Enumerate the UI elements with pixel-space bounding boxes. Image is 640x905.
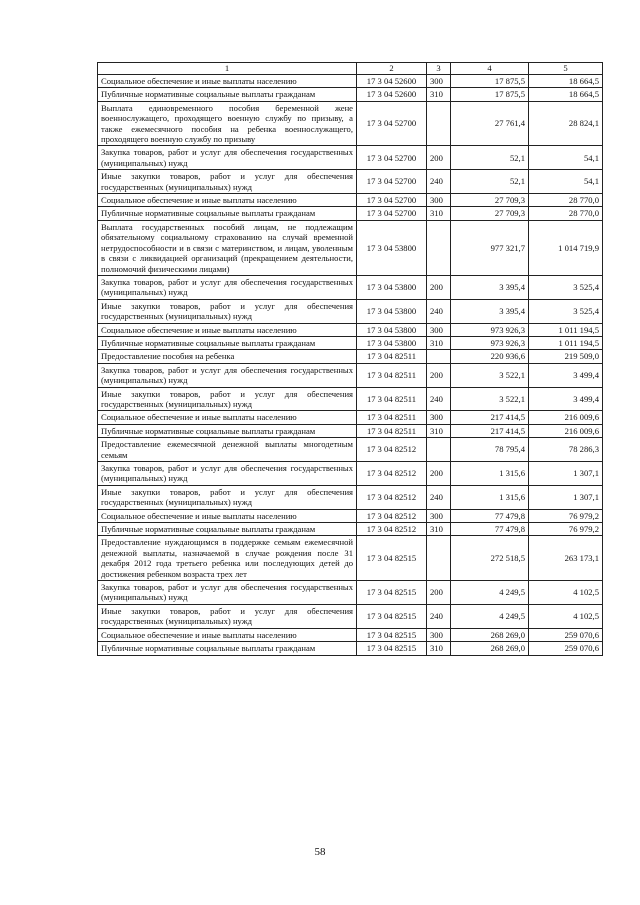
row-amount-1-cell: 17 875,5 xyxy=(451,88,529,101)
row-amount-1-cell: 77 479,8 xyxy=(451,523,529,536)
row-name-cell: Закупка товаров, работ и услуг для обеспечения государственных (муниципальных) нужд xyxy=(98,275,357,299)
row-name-cell: Публичные нормативные социальные выплаты гражданам xyxy=(98,207,357,220)
row-name-cell: Публичные нормативные социальные выплаты гражданам xyxy=(98,523,357,536)
row-expense-type-cell xyxy=(427,438,451,462)
page-number: 58 xyxy=(314,846,326,858)
row-code-cell: 17 3 04 82515 xyxy=(357,536,427,581)
table-row xyxy=(98,350,603,363)
row-code-cell: 17 3 04 82515 xyxy=(357,628,427,641)
table-row xyxy=(98,536,603,581)
row-amount-2-cell: 259 070,6 xyxy=(529,628,603,641)
row-amount-2-cell: 1 014 719,9 xyxy=(529,220,603,275)
row-amount-1-cell: 973 926,3 xyxy=(451,336,529,349)
row-amount-1-cell: 3 395,4 xyxy=(451,275,529,299)
row-expense-type-cell: 200 xyxy=(427,581,451,605)
row-expense-type-cell xyxy=(427,220,451,275)
row-name-cell: Иные закупки товаров, работ и услуг для обеспечения государственных (муниципальных) нужд xyxy=(98,485,357,509)
row-expense-type-cell: 300 xyxy=(427,323,451,336)
table-row xyxy=(98,604,603,628)
row-amount-2-cell: 4 102,5 xyxy=(529,604,603,628)
row-amount-1-cell: 272 518,5 xyxy=(451,536,529,581)
row-code-cell: 17 3 04 82512 xyxy=(357,438,427,462)
row-code-cell: 17 3 04 82512 xyxy=(357,462,427,486)
row-name-cell: Публичные нормативные социальные выплаты гражданам xyxy=(98,88,357,101)
column-number-5: 5 xyxy=(529,63,603,75)
row-amount-1-cell: 1 315,6 xyxy=(451,462,529,486)
row-name-cell: Иные закупки товаров, работ и услуг для обеспечения государственных (муниципальных) нужд xyxy=(98,387,357,411)
row-expense-type-cell: 240 xyxy=(427,604,451,628)
row-code-cell: 17 3 04 82512 xyxy=(357,485,427,509)
row-expense-type-cell: 240 xyxy=(427,170,451,194)
row-amount-1-cell: 220 936,6 xyxy=(451,350,529,363)
row-expense-type-cell: 310 xyxy=(427,424,451,437)
row-expense-type-cell: 310 xyxy=(427,88,451,101)
row-expense-type-cell: 310 xyxy=(427,642,451,655)
row-code-cell: 17 3 04 82511 xyxy=(357,387,427,411)
row-name-cell: Закупка товаров, работ и услуг для обеспечения государственных (муниципальных) нужд xyxy=(98,581,357,605)
table-row xyxy=(98,509,603,522)
row-expense-type-cell: 240 xyxy=(427,299,451,323)
row-name-cell: Социальное обеспечение и иные выплаты населению xyxy=(98,194,357,207)
row-expense-type-cell: 310 xyxy=(427,207,451,220)
row-name-cell: Публичные нормативные социальные выплаты гражданам xyxy=(98,424,357,437)
row-code-cell: 17 3 04 52700 xyxy=(357,207,427,220)
row-amount-2-cell: 216 009,6 xyxy=(529,411,603,424)
row-amount-1-cell: 3 522,1 xyxy=(451,387,529,411)
column-number-1: 1 xyxy=(98,63,357,75)
column-number-2: 2 xyxy=(357,63,427,75)
row-name-cell: Социальное обеспечение и иные выплаты населению xyxy=(98,75,357,88)
table-row xyxy=(98,101,603,146)
row-name-cell: Публичные нормативные социальные выплаты гражданам xyxy=(98,642,357,655)
row-amount-2-cell: 76 979,2 xyxy=(529,509,603,522)
row-amount-2-cell: 28 770,0 xyxy=(529,194,603,207)
row-amount-2-cell: 4 102,5 xyxy=(529,581,603,605)
row-name-cell: Закупка товаров, работ и услуг для обеспечения государственных (муниципальных) нужд xyxy=(98,363,357,387)
row-code-cell: 17 3 04 82511 xyxy=(357,363,427,387)
row-amount-1-cell: 3 522,1 xyxy=(451,363,529,387)
row-amount-1-cell: 268 269,0 xyxy=(451,628,529,641)
row-amount-2-cell: 3 525,4 xyxy=(529,299,603,323)
row-amount-1-cell: 27 761,4 xyxy=(451,101,529,146)
row-expense-type-cell: 310 xyxy=(427,523,451,536)
row-amount-2-cell: 18 664,5 xyxy=(529,88,603,101)
row-amount-2-cell: 263 173,1 xyxy=(529,536,603,581)
row-code-cell: 17 3 04 53800 xyxy=(357,336,427,349)
table-row xyxy=(98,88,603,101)
row-code-cell: 17 3 04 52600 xyxy=(357,75,427,88)
row-code-cell: 17 3 04 52600 xyxy=(357,88,427,101)
row-amount-2-cell: 18 664,5 xyxy=(529,75,603,88)
table-row xyxy=(98,336,603,349)
row-code-cell: 17 3 04 52700 xyxy=(357,146,427,170)
table-row xyxy=(98,424,603,437)
row-amount-1-cell: 27 709,3 xyxy=(451,207,529,220)
table-row xyxy=(98,146,603,170)
row-name-cell: Иные закупки товаров, работ и услуг для обеспечения государственных (муниципальных) нужд xyxy=(98,299,357,323)
budget-table-body xyxy=(98,63,603,656)
table-row xyxy=(98,275,603,299)
table-row xyxy=(98,323,603,336)
row-name-cell: Закупка товаров, работ и услуг для обеспечения государственных (муниципальных) нужд xyxy=(98,146,357,170)
row-name-cell: Предоставление нуждающимся в поддержке семьям ежемесячной денежной выплаты, назначаемой в случае рождения после 31 декабря 2012 года третьего ребенка или последующих детей до достижения ребенком возраста трех лет xyxy=(98,536,357,581)
table-row xyxy=(98,363,603,387)
row-expense-type-cell xyxy=(427,101,451,146)
table-row xyxy=(98,75,603,88)
row-name-cell: Социальное обеспечение и иные выплаты населению xyxy=(98,323,357,336)
row-amount-1-cell: 78 795,4 xyxy=(451,438,529,462)
row-code-cell: 17 3 04 82511 xyxy=(357,424,427,437)
row-amount-2-cell: 1 011 194,5 xyxy=(529,323,603,336)
row-code-cell: 17 3 04 82515 xyxy=(357,642,427,655)
table-row xyxy=(98,485,603,509)
row-amount-1-cell: 217 414,5 xyxy=(451,411,529,424)
row-expense-type-cell: 240 xyxy=(427,387,451,411)
row-name-cell: Социальное обеспечение и иные выплаты населению xyxy=(98,411,357,424)
row-code-cell: 17 3 04 53800 xyxy=(357,323,427,336)
row-code-cell: 17 3 04 82512 xyxy=(357,509,427,522)
row-amount-1-cell: 4 249,5 xyxy=(451,604,529,628)
row-expense-type-cell: 300 xyxy=(427,75,451,88)
row-amount-1-cell: 3 395,4 xyxy=(451,299,529,323)
row-expense-type-cell xyxy=(427,536,451,581)
table-row xyxy=(98,462,603,486)
table-row xyxy=(98,628,603,641)
row-amount-1-cell: 1 315,6 xyxy=(451,485,529,509)
row-amount-1-cell: 52,1 xyxy=(451,146,529,170)
budget-table xyxy=(97,62,603,656)
row-name-cell: Иные закупки товаров, работ и услуг для обеспечения государственных (муниципальных) нужд xyxy=(98,170,357,194)
row-amount-2-cell: 28 824,1 xyxy=(529,101,603,146)
table-row xyxy=(98,523,603,536)
row-name-cell: Выплата единовременного пособия беременной жене военнослужащего, проходящего военную службу по призыву, а также ежемесячного пособия на ребенка военнослужащего, проходящего военную службу по призыву xyxy=(98,101,357,146)
row-name-cell: Социальное обеспечение и иные выплаты населению xyxy=(98,628,357,641)
table-row xyxy=(98,581,603,605)
row-expense-type-cell: 300 xyxy=(427,411,451,424)
row-amount-2-cell: 1 011 194,5 xyxy=(529,336,603,349)
table-row xyxy=(98,207,603,220)
row-expense-type-cell: 200 xyxy=(427,146,451,170)
row-name-cell: Публичные нормативные социальные выплаты гражданам xyxy=(98,336,357,349)
row-amount-2-cell: 3 525,4 xyxy=(529,275,603,299)
row-name-cell: Выплата государственных пособий лицам, не подлежащим обязательному социальному страхованию на случай временной нетрудоспособности и в связи с материнством, и лицам, уволенным в связи с ликвидацией организаций (прекращением деятельности, полномочий физическими лицами) xyxy=(98,220,357,275)
table-row xyxy=(98,642,603,655)
table-row xyxy=(98,299,603,323)
row-amount-1-cell: 268 269,0 xyxy=(451,642,529,655)
row-name-cell: Предоставление ежемесячной денежной выплаты многодетным семьям xyxy=(98,438,357,462)
row-amount-2-cell: 1 307,1 xyxy=(529,462,603,486)
row-amount-2-cell: 1 307,1 xyxy=(529,485,603,509)
row-amount-2-cell: 78 286,3 xyxy=(529,438,603,462)
row-amount-2-cell: 76 979,2 xyxy=(529,523,603,536)
row-expense-type-cell: 200 xyxy=(427,462,451,486)
row-code-cell: 17 3 04 53800 xyxy=(357,299,427,323)
row-amount-1-cell: 77 479,8 xyxy=(451,509,529,522)
row-code-cell: 17 3 04 82511 xyxy=(357,350,427,363)
row-expense-type-cell: 300 xyxy=(427,194,451,207)
row-amount-1-cell: 17 875,5 xyxy=(451,75,529,88)
row-expense-type-cell: 200 xyxy=(427,275,451,299)
row-amount-2-cell: 3 499,4 xyxy=(529,387,603,411)
row-amount-1-cell: 977 321,7 xyxy=(451,220,529,275)
row-name-cell: Иные закупки товаров, работ и услуг для обеспечения государственных (муниципальных) нужд xyxy=(98,604,357,628)
row-code-cell: 17 3 04 52700 xyxy=(357,194,427,207)
row-amount-2-cell: 28 770,0 xyxy=(529,207,603,220)
row-expense-type-cell: 300 xyxy=(427,628,451,641)
row-amount-2-cell: 219 509,0 xyxy=(529,350,603,363)
row-amount-1-cell: 217 414,5 xyxy=(451,424,529,437)
column-number-4: 4 xyxy=(451,63,529,75)
table-row xyxy=(98,220,603,275)
row-amount-1-cell: 4 249,5 xyxy=(451,581,529,605)
row-code-cell: 17 3 04 82512 xyxy=(357,523,427,536)
row-code-cell: 17 3 04 53800 xyxy=(357,220,427,275)
row-expense-type-cell xyxy=(427,350,451,363)
column-number-row xyxy=(98,63,603,75)
row-code-cell: 17 3 04 52700 xyxy=(357,170,427,194)
row-amount-2-cell: 54,1 xyxy=(529,146,603,170)
table-row xyxy=(98,387,603,411)
row-amount-1-cell: 52,1 xyxy=(451,170,529,194)
row-expense-type-cell: 240 xyxy=(427,485,451,509)
row-name-cell: Социальное обеспечение и иные выплаты населению xyxy=(98,509,357,522)
column-number-3: 3 xyxy=(427,63,451,75)
row-amount-1-cell: 973 926,3 xyxy=(451,323,529,336)
row-name-cell: Закупка товаров, работ и услуг для обеспечения государственных (муниципальных) нужд xyxy=(98,462,357,486)
table-row xyxy=(98,170,603,194)
table-row xyxy=(98,194,603,207)
row-code-cell: 17 3 04 82511 xyxy=(357,411,427,424)
table-row xyxy=(98,411,603,424)
row-amount-2-cell: 3 499,4 xyxy=(529,363,603,387)
row-amount-2-cell: 216 009,6 xyxy=(529,424,603,437)
row-name-cell: Предоставление пособия на ребенка xyxy=(98,350,357,363)
row-code-cell: 17 3 04 52700 xyxy=(357,101,427,146)
row-amount-1-cell: 27 709,3 xyxy=(451,194,529,207)
row-code-cell: 17 3 04 53800 xyxy=(357,275,427,299)
row-code-cell: 17 3 04 82515 xyxy=(357,581,427,605)
row-expense-type-cell: 200 xyxy=(427,363,451,387)
row-expense-type-cell: 310 xyxy=(427,336,451,349)
row-expense-type-cell: 300 xyxy=(427,509,451,522)
row-amount-2-cell: 259 070,6 xyxy=(529,642,603,655)
table-row xyxy=(98,438,603,462)
row-code-cell: 17 3 04 82515 xyxy=(357,604,427,628)
row-amount-2-cell: 54,1 xyxy=(529,170,603,194)
